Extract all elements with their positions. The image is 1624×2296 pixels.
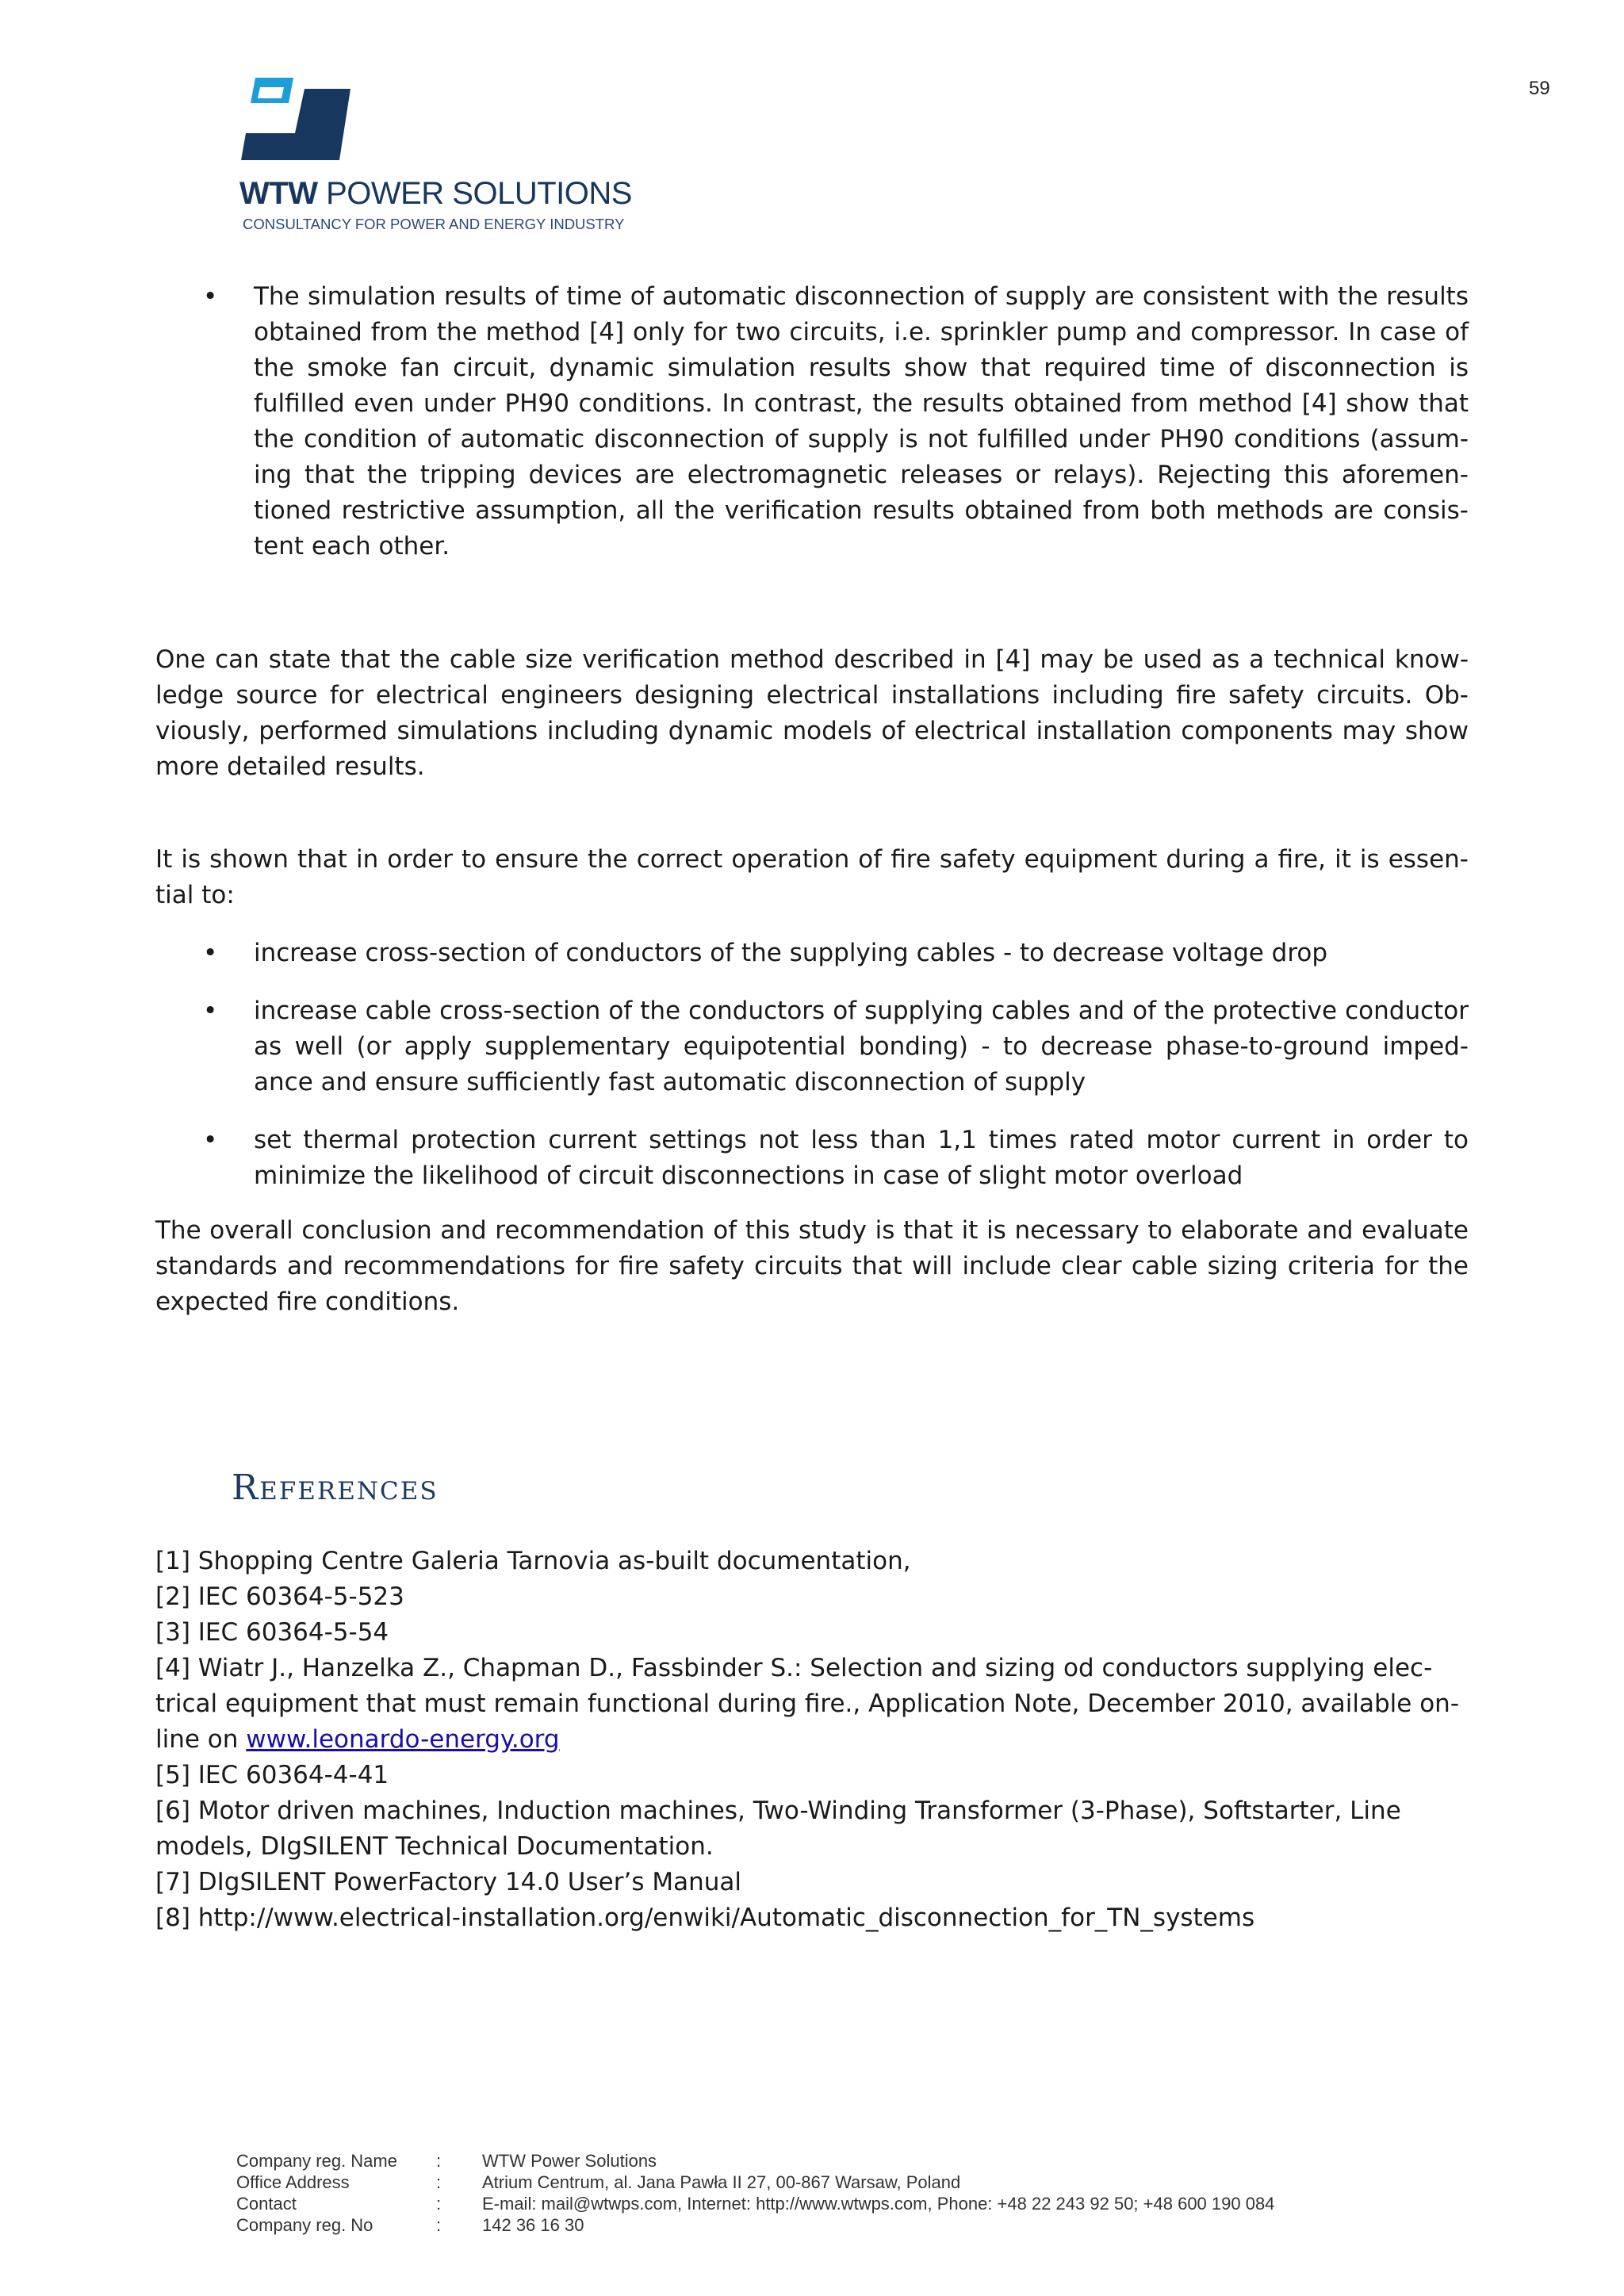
simulation-results-list [155,279,1469,564]
reference-item: [2] IEC 60364-5-523 [155,1582,404,1611]
reference-4-text: [4] Wiatr J., Hanzelka Z., Chapman D., Fassbinder S.: Selection and sizing od conductors supplying elec-trical equipment that must remain functional during fire., Application Note, December 2010, available on-line on [155,1654,1460,1754]
list-item: • increase cross-section of conductors of the supplying cables - to decrease voltage drop [155,936,1469,971]
footer-separator: : [436,2172,442,2192]
footer-label: Contact [236,2194,297,2214]
footer-row [236,2214,1274,2236]
list-item: • The simulation results of time of automatic disconnection of supply are consistent with the results obtained from the method [4] only for two circuits, i.e. sprinkler pump and compressor. In case of the smoke fan circuit, dynamic simulation results show that required time of disconnection is fulfilled even under PH90 conditions. In contrast, the results obtained from method [4] show that the condition of automatic disconnection of supply is not fulfilled under PH90 conditions (assum-ing that the tripping devices are electromagnetic releases or relays). Rejecting this aforemen-tioned restrictive assumption, all the verification results obtained from both methods are consis-tent each other. [155,279,1469,564]
document-body [155,279,1469,1936]
reference-item [155,1651,1469,1758]
footer-row [236,2193,1274,2214]
company-logo [239,76,632,232]
references-list [155,1544,1469,1936]
references-heading: References [232,1468,439,1508]
reference-item: [8] http://www.electrical-installation.org/enwiki/Automatic_disconnection_for_TN_systems [155,1904,1255,1932]
company-footer [236,2150,1274,2236]
list-item: • increase cable cross-section of the conductors of supplying cables and of the protective conductor as well (or apply supplementary equipotential bonding) - to decrease phase-to-ground imped-ance and ensure sufficiently fast automatic disconnection of supply [155,993,1469,1100]
footer-value: Atrium Centrum, al. Jana Pawła II 27, 00-867 Warsaw, Poland [482,2172,961,2192]
reference-item: [6] Motor driven machines, Induction machines, Two-Winding Transformer (3-Phase), Softstarter, Line models, DIgSILENT Technical Documentation. [155,1797,1401,1861]
footer-row [236,2172,1274,2193]
footer-value: E-mail: mail@wtwps.com, Internet: http://www.wtwps.com, Phone: +48 22 243 92 50; +48 600 190 084 [482,2194,1275,2214]
company-name-rest: POWER SOLUTIONS [317,176,632,211]
company-name [239,176,684,212]
footer-separator: : [436,2194,442,2214]
reference-item: [1] Shopping Centre Galeria Tarnovia as-built documentation, [155,1547,911,1575]
essential-measures-list [155,936,1469,1194]
reference-item: [5] IEC 60364-4-41 [155,1761,389,1789]
footer-label: Office Address [236,2172,350,2192]
reference-item: [7] DIgSILENT PowerFactory 14.0 User’s Manual [155,1868,741,1896]
paragraph-essential-intro: It is shown that in order to ensure the correct operation of fire safety equipment during a fire, it is essen-tial to: [155,845,1469,909]
footer-separator: : [436,2215,442,2235]
reference-item: [3] IEC 60364-5-54 [155,1618,389,1647]
footer-value: 142 36 16 30 [482,2215,584,2235]
paragraph-conclusion: The overall conclusion and recommendation of this study is that it is necessary to elaborate and evaluate standards and recommendations for fire safety circuits that will include clear cable sizing criteria for the expected fire conditions. [155,1216,1469,1316]
company-tagline: CONSULTANCY FOR POWER AND ENERGY INDUSTRY [243,216,625,232]
page-number: 59 [1529,78,1550,99]
company-name-bold: WTW [239,176,318,211]
paragraph-cable-verification: One can state that the cable size verification method described in [4] may be used as a technical know-ledge source for electrical engineers designing electrical installations including fire safety circuits. Ob-viously, performed simulations including dynamic models of electrical installation components may show more detailed results. [155,645,1469,781]
footer-value: WTW Power Solutions [482,2151,657,2171]
leonardo-energy-link[interactable]: www.leonardo-energy.org [246,1725,560,1754]
list-item: • set thermal protection current settings not less than 1,1 times rated motor current in order to minimize the likelihood of circuit disconnections in case of slight motor overload [155,1123,1469,1194]
footer-separator: : [436,2151,442,2171]
logo-mark-icon [239,76,350,163]
footer-row [236,2150,1274,2172]
footer-label: Company reg. Name [236,2151,397,2171]
footer-label: Company reg. No [236,2215,373,2235]
